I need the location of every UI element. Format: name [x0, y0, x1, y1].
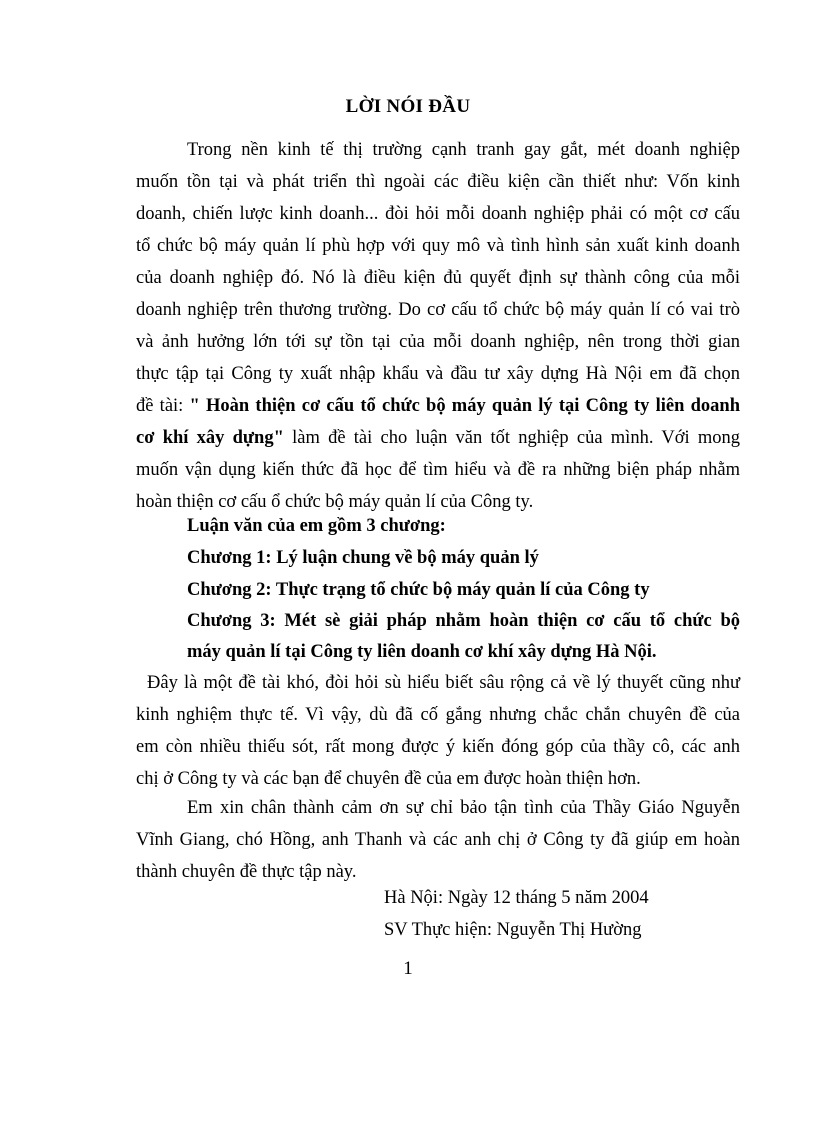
topic-line	[136, 394, 740, 418]
paragraph-line: Đây là một đề tài khó, đòi hỏi sù hiểu biết sâu rộng cả về lý thuyết cũng như	[147, 673, 740, 693]
paragraph-line: muốn tồn tại và phát triển thì ngoài các điều kiện cần thiết như: Vốn kinh	[136, 172, 740, 192]
topic-prefix: đề tài:	[136, 396, 190, 416]
paragraph-line: doanh, chiến lược kinh doanh... đòi hỏi mỗi doanh nghiệp phải có một cơ cấu	[136, 204, 740, 224]
chapter-3: Chương 3: Mét sè giải pháp nhằm hoàn thiện cơ cấu tổ chức bộ	[187, 611, 740, 631]
paragraph-line: tổ chức bộ máy quản lí phù hợp với quy mô và tình hình sản xuất kinh doanh	[136, 236, 740, 256]
chapter-1: Chương 1: Lý luận chung về bộ máy quản lý	[187, 548, 539, 568]
chapter-3-cont: máy quản lí tại Công ty liên doanh cơ khí xây dựng Hà Nội.	[187, 642, 657, 662]
paragraph-line: thực tập tại Công ty xuất nhập khẩu và đầu tư xây dựng Hà Nội em đã chọn	[136, 364, 740, 384]
paragraph-line: muốn vận dụng kiến thức đã học để tìm hiểu và đề ra những biện pháp nhằm	[136, 460, 740, 480]
topic-title: " Hoàn thiện cơ cấu tổ chức bộ máy quản lý tại Công ty liên doanh	[189, 396, 740, 416]
structure-intro: Luận văn của em gồm 3 chương:	[187, 516, 446, 536]
page-title: LỜI NÓI ĐẦU	[345, 96, 471, 117]
paragraph-line: doanh nghiệp trên thương trường. Do cơ cấu tổ chức bộ máy quản lí có vai trò	[136, 300, 740, 320]
paragraph-line: của doanh nghiệp đó. Nó là điều kiện đủ quyết định sự thành công của mỗi	[136, 268, 740, 288]
author: SV Thực hiện: Nguyễn Thị Hường	[384, 920, 642, 940]
paragraph-line: Trong nền kinh tế thị trường cạnh tranh gay gắt, mét doanh nghiệp	[187, 140, 740, 160]
paragraph-line: em còn nhiều thiếu sót, rất mong được ý kiến đóng góp của thầy cô, các anh	[136, 737, 740, 757]
chapter-2: Chương 2: Thực trạng tổ chức bộ máy quản lí của Công ty	[187, 580, 650, 600]
paragraph-line: thành chuyên đề thực tập này.	[136, 862, 357, 882]
page-number: 1	[403, 958, 413, 979]
paragraph-line: hoàn thiện cơ cấu ổ chức bộ máy quản lí của Công ty.	[136, 492, 534, 512]
paragraph-line: và ảnh hưởng lớn tới sự tồn tại của mỗi doanh nghiệp, nên trong thời gian	[136, 332, 740, 352]
topic-rest: làm đề tài cho luận văn tốt nghiệp của mình. Với mong	[283, 428, 741, 448]
paragraph-line: chị ở Công ty và các bạn để chuyên đề của em được hoàn thiện hơn.	[136, 769, 641, 789]
topic-title-end: cơ khí xây dựng"	[136, 428, 284, 448]
place-date: Hà Nội: Ngày 12 tháng 5 năm 2004	[384, 888, 649, 908]
paragraph-line: kinh nghiệm thực tế. Vì vậy, dù đã cố gắng nhưng chắc chắn chuyên đề của	[136, 705, 740, 725]
paragraph-line: Em xin chân thành cảm ơn sự chỉ bảo tận tình của Thầy Giáo Nguyễn	[187, 798, 740, 818]
paragraph-line: Vĩnh Giang, chó Hồng, anh Thanh và các anh chị ở Công ty đã giúp em hoàn	[136, 830, 740, 850]
topic-line	[136, 426, 740, 450]
